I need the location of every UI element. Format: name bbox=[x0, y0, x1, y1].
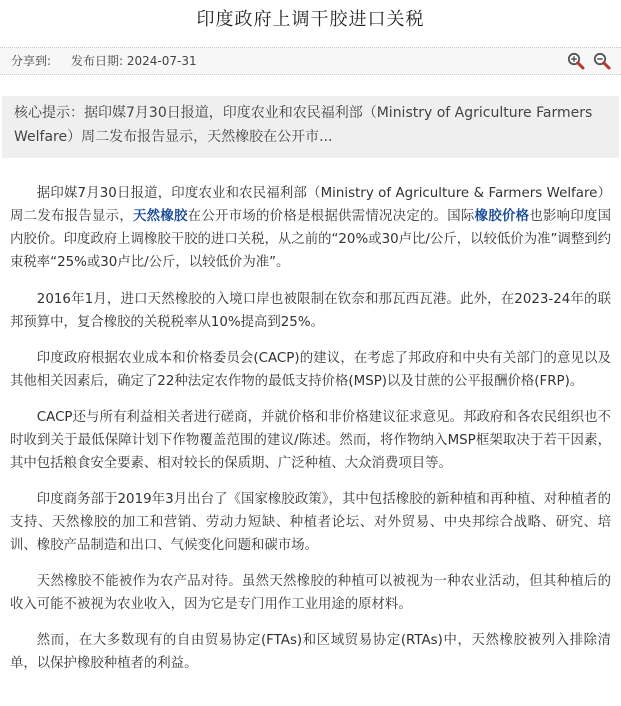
paragraph-7: 然而，在大多数现有的自由贸易协定(FTAs)和区域贸易协定(RTAs)中，天然橡胶被列入排除清单，以保护橡胶种植者的利益。 bbox=[10, 633, 611, 671]
share-label[interactable]: 分享到: bbox=[11, 54, 52, 68]
core-summary-box bbox=[2, 96, 619, 158]
keyword-link-natural-rubber[interactable]: 天然橡胶 bbox=[133, 209, 188, 224]
paragraph-3: 印度政府根据农业成本和价格委员会(CACP)的建议，在考虑了邦政府和中央有关部门的意见以及其他相关因素后，确定了22种法定农作物的最低支持价格(MSP)以及甘蔗的公平报酬价格(FRP)。 bbox=[10, 351, 611, 389]
paragraph-4: CACP还与所有利益相关者进行磋商，并就价格和非价格建议征求意见。邦政府和各农民组织也不时收到关于最低保障计划下作物覆盖范围的建议/陈述。然而，将作物纳入MSP框架取决于若干因素，其中包括粮食安全要素、相对较长的保质期、广泛种植、大众消费项目等。 bbox=[10, 410, 611, 471]
paragraph-1-part-c: 也影响印度国内胶价。印度政府上调橡胶干胶的进口关税，从之前的“20%或30卢比/公斤，以较低价为准”调整到约束税率“25%或30卢比/公斤，以较低价为准”。 bbox=[10, 209, 612, 270]
article-body bbox=[0, 182, 621, 675]
zoom-out-icon[interactable] bbox=[593, 52, 611, 70]
paragraph-1 bbox=[10, 182, 611, 274]
article-toolbar bbox=[0, 47, 621, 75]
paragraph-1-part-a: 据印媒7月30日报道，印度农业和农民福利部（Ministry of Agriculture & Farmers Welfare）周二发布报告显示， bbox=[10, 186, 611, 224]
paragraph-5: 印度商务部于2019年3月出台了《国家橡胶政策》，其中包括橡胶的新种植和再种植、对种植者的支持、天然橡胶的加工和营销、劳动力短缺、种植者论坛、对外贸易、中央邦综合战略、研究、培训、橡胶产品制造和出口、气候变化问题和碳市场。 bbox=[10, 492, 611, 553]
page-title: 印度政府上调干胶进口关税 bbox=[196, 9, 425, 30]
publish-date: 发布日期: 2024-07-31 bbox=[71, 54, 197, 68]
paragraph-6: 天然橡胶不能被作为农产品对待。虽然天然橡胶的种植可以被视为一种农业活动，但其种植后的收入可能不被视为农业收入，因为它是专门用作工业用途的原材料。 bbox=[10, 574, 611, 612]
zoom-in-icon[interactable] bbox=[567, 52, 585, 70]
paragraph-1-part-b: 在公开市场的价格是根据供需情况决定的。国际 bbox=[187, 209, 475, 224]
keyword-link-rubber-price[interactable]: 橡胶价格 bbox=[474, 209, 530, 224]
summary-text: 核心提示：据印媒7月30日报道，印度农业和农民福利部（Ministry of Agriculture Farmers Welfare）周二发布报告显示，天然橡胶在公开市... bbox=[14, 105, 593, 145]
paragraph-2: 2016年1月，进口天然橡胶的入境口岸也被限制在钦奈和那瓦西瓦港。此外，在2023-24年的联邦预算中，复合橡胶的关税税率从10%提高到25%。 bbox=[10, 292, 611, 330]
